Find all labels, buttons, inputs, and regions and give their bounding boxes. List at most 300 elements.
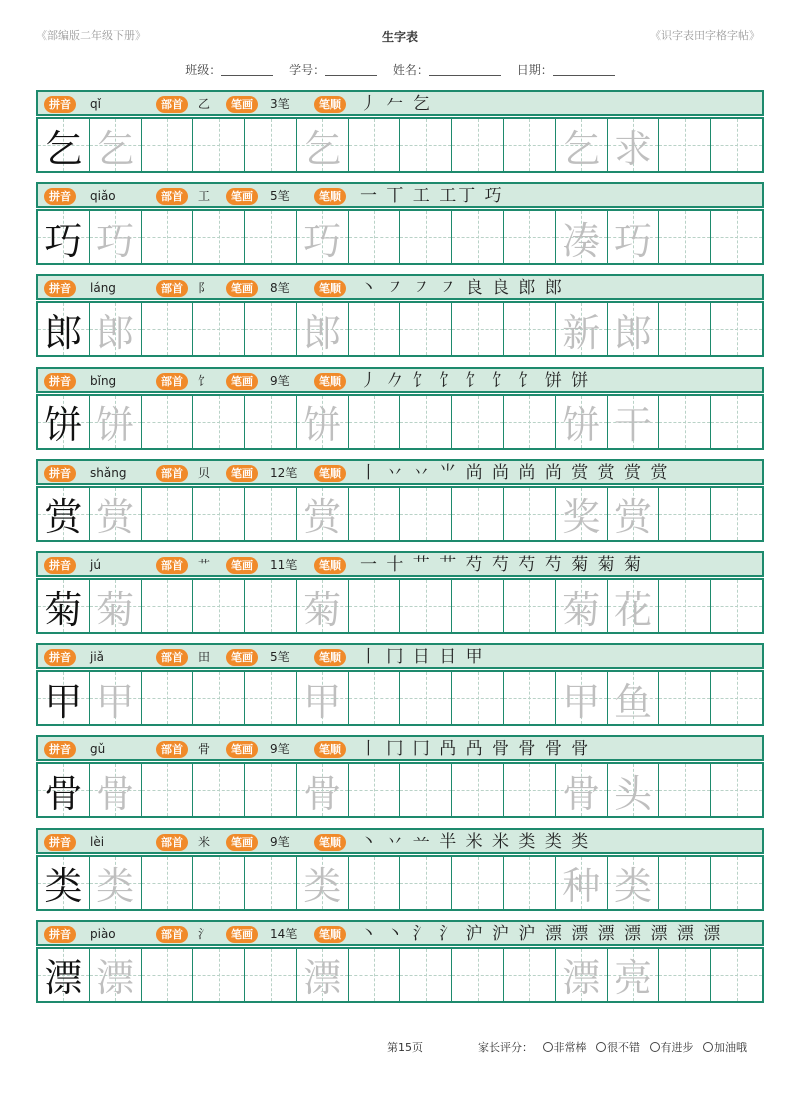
entry-info-bar — [36, 367, 764, 393]
character-entry — [36, 90, 764, 174]
practice-cell[interactable] — [142, 488, 194, 540]
practice-cell[interactable] — [193, 857, 245, 909]
practice-cell[interactable] — [504, 488, 556, 540]
practice-cell[interactable] — [400, 949, 452, 1001]
practice-cell[interactable] — [245, 211, 297, 263]
practice-cell[interactable] — [349, 857, 401, 909]
practice-cell[interactable] — [711, 303, 762, 355]
practice-cell[interactable] — [38, 949, 90, 1001]
practice-cell[interactable] — [556, 303, 608, 355]
practice-cell[interactable] — [711, 580, 762, 632]
practice-cell[interactable] — [711, 488, 762, 540]
stroke-order-sequence: 丨 冂 冂 冎 冎 骨 骨 骨 骨 — [360, 739, 591, 760]
stroke-order-tag: 笔顺 — [314, 649, 346, 666]
character-entry — [36, 643, 764, 727]
stroke-order-tag: 笔顺 — [314, 280, 346, 297]
practice-cell[interactable] — [504, 119, 556, 171]
pinyin-value: láng — [90, 281, 116, 296]
entry-info-bar — [36, 551, 764, 577]
practice-cell[interactable] — [608, 764, 660, 816]
entry-info-bar — [36, 459, 764, 485]
character-entry — [36, 551, 764, 635]
practice-cell[interactable] — [193, 211, 245, 263]
stroke-count-value: 9笔 — [270, 834, 290, 849]
practice-cell[interactable] — [608, 488, 660, 540]
pinyin-tag: 拼音 — [44, 741, 76, 758]
practice-cell[interactable] — [193, 672, 245, 724]
trace-word-char-2: 赏 — [613, 495, 652, 540]
practice-cell[interactable] — [556, 119, 608, 171]
practice-cell[interactable] — [711, 857, 762, 909]
practice-cell[interactable] — [452, 580, 504, 632]
model-character: 巧 — [44, 218, 83, 263]
practice-cell[interactable] — [504, 949, 556, 1001]
stroke-count-value: 3笔 — [270, 97, 290, 111]
practice-cell[interactable] — [452, 764, 504, 816]
stroke-count-value: 11笔 — [270, 558, 298, 572]
name-label: 姓名： — [392, 63, 429, 77]
trace-character: 类 — [96, 864, 135, 909]
trace-character: 菊 — [96, 587, 135, 632]
radical-value: 阝 — [198, 281, 211, 296]
stroke-count-tag: 笔画 — [226, 649, 258, 666]
character-entry — [36, 274, 764, 358]
stroke-order-tag: 笔顺 — [314, 188, 346, 205]
stroke-order-tag: 笔顺 — [314, 926, 346, 943]
practice-cell[interactable] — [142, 119, 194, 171]
entry-info-bar — [36, 182, 764, 208]
practice-cell[interactable] — [38, 396, 90, 448]
practice-cell[interactable] — [38, 580, 90, 632]
practice-cell[interactable] — [400, 488, 452, 540]
model-character: 赏 — [44, 495, 83, 540]
trace-word-char-1: 新 — [562, 310, 601, 355]
practice-cell[interactable] — [711, 764, 762, 816]
trace-character: 骨 — [303, 771, 342, 816]
practice-cell[interactable] — [142, 672, 194, 724]
pinyin-value: bǐng — [90, 373, 117, 388]
radio-circle-icon — [703, 1042, 713, 1052]
practice-cell[interactable] — [349, 488, 401, 540]
stroke-count-value: 14笔 — [270, 926, 298, 941]
practice-cell[interactable] — [349, 211, 401, 263]
model-character: 骨 — [44, 771, 83, 816]
stroke-order-sequence: 丿 𠂊 饣 饣 饣 饣 饣 饼 饼 — [360, 370, 591, 391]
radical-tag: 部首 — [156, 741, 188, 758]
entry-info-bar — [36, 920, 764, 946]
model-character: 饼 — [44, 403, 83, 448]
trace-character: 饼 — [96, 403, 135, 448]
practice-cell[interactable] — [349, 949, 401, 1001]
number-label: 学号： — [289, 63, 326, 77]
trace-word-char-2: 头 — [613, 771, 652, 816]
character-entry — [36, 828, 764, 912]
practice-cell[interactable] — [297, 396, 349, 448]
practice-cell[interactable] — [400, 119, 452, 171]
practice-cell[interactable] — [245, 580, 297, 632]
model-character: 郎 — [44, 310, 83, 355]
practice-cell[interactable] — [452, 211, 504, 263]
practice-cell[interactable] — [245, 672, 297, 724]
practice-cell[interactable] — [452, 857, 504, 909]
trace-character: 巧 — [96, 218, 135, 263]
practice-cell[interactable] — [659, 949, 711, 1001]
trace-word-char-1: 乞 — [562, 126, 601, 171]
stroke-count-tag: 笔画 — [226, 188, 258, 205]
practice-cell[interactable] — [297, 672, 349, 724]
tianzige-grid — [36, 578, 764, 634]
practice-cell[interactable] — [711, 119, 762, 171]
practice-cell[interactable] — [297, 119, 349, 171]
practice-cell[interactable] — [659, 580, 711, 632]
radical-tag: 部首 — [156, 465, 188, 482]
practice-cell[interactable] — [400, 396, 452, 448]
pinyin-value: piào — [90, 926, 116, 941]
pinyin-value: lèi — [90, 834, 105, 849]
practice-cell[interactable] — [245, 857, 297, 909]
radical-value: 氵 — [198, 926, 211, 941]
practice-cell[interactable] — [608, 857, 660, 909]
practice-cell[interactable] — [90, 119, 142, 171]
practice-cell[interactable] — [349, 303, 401, 355]
stroke-count-tag: 笔画 — [226, 373, 258, 390]
practice-cell[interactable] — [90, 857, 142, 909]
pinyin-value: qǐ — [90, 97, 101, 111]
trace-character: 甲 — [303, 679, 342, 724]
practice-cell[interactable] — [659, 764, 711, 816]
practice-cell[interactable] — [452, 303, 504, 355]
name-field[interactable] — [393, 61, 501, 78]
trace-character: 骨 — [96, 771, 135, 816]
practice-cell[interactable] — [608, 949, 660, 1001]
radical-tag: 部首 — [156, 96, 188, 113]
trace-character: 类 — [303, 864, 342, 909]
practice-cell[interactable] — [90, 396, 142, 448]
practice-cell[interactable] — [245, 764, 297, 816]
practice-cell[interactable] — [193, 119, 245, 171]
practice-cell[interactable] — [142, 949, 194, 1001]
trace-word-char-2: 郎 — [613, 310, 652, 355]
trace-character: 巧 — [303, 218, 342, 263]
stroke-order-sequence: 一 丅 工 工丁 巧 — [360, 186, 504, 207]
practice-cell[interactable] — [556, 488, 608, 540]
radical-tag: 部首 — [156, 373, 188, 390]
trace-word-char-2: 亮 — [613, 956, 652, 1001]
practice-cell[interactable] — [452, 119, 504, 171]
practice-cell[interactable] — [556, 672, 608, 724]
practice-cell[interactable] — [504, 857, 556, 909]
header-left: 《部编版二年级下册》 — [36, 29, 146, 42]
practice-cell[interactable] — [90, 303, 142, 355]
pinyin-value: jú — [90, 558, 101, 572]
trace-word-char-1: 饼 — [562, 403, 601, 448]
practice-cell[interactable] — [297, 488, 349, 540]
trace-character: 甲 — [96, 679, 135, 724]
radio-circle-icon — [650, 1042, 660, 1052]
tianzige-grid — [36, 117, 764, 173]
practice-cell[interactable] — [142, 857, 194, 909]
trace-character: 赏 — [96, 495, 135, 540]
tianzige-grid — [36, 394, 764, 450]
trace-word-char-1: 菊 — [562, 587, 601, 632]
practice-cell[interactable] — [142, 396, 194, 448]
practice-cell[interactable] — [90, 764, 142, 816]
practice-cell[interactable] — [608, 672, 660, 724]
practice-cell[interactable] — [90, 949, 142, 1001]
practice-cell[interactable] — [297, 303, 349, 355]
practice-cell[interactable] — [349, 396, 401, 448]
practice-cell[interactable] — [90, 580, 142, 632]
pinyin-tag: 拼音 — [44, 465, 76, 482]
practice-cell[interactable] — [400, 303, 452, 355]
practice-cell[interactable] — [659, 857, 711, 909]
rating-label: 家长评分： — [478, 1041, 533, 1054]
practice-cell[interactable] — [608, 396, 660, 448]
student-info-line — [0, 61, 800, 78]
practice-cell[interactable] — [245, 396, 297, 448]
trace-character: 赏 — [303, 495, 342, 540]
rating-option-good[interactable]: 很不错 — [596, 1041, 640, 1054]
tianzige-grid — [36, 209, 764, 265]
pinyin-tag: 拼音 — [44, 188, 76, 205]
stroke-order-sequence: 丶 ㇇ ㇇ ㇇ 良 良 郎 郎 — [360, 278, 564, 299]
practice-cell[interactable] — [142, 303, 194, 355]
practice-cell[interactable] — [193, 303, 245, 355]
practice-cell[interactable] — [556, 949, 608, 1001]
practice-cell[interactable] — [38, 672, 90, 724]
practice-cell[interactable] — [245, 949, 297, 1001]
practice-cell[interactable] — [452, 396, 504, 448]
tianzige-grid — [36, 486, 764, 542]
stroke-count-tag: 笔画 — [226, 926, 258, 943]
practice-cell[interactable] — [38, 764, 90, 816]
pinyin-tag: 拼音 — [44, 280, 76, 297]
practice-cell[interactable] — [245, 119, 297, 171]
radical-tag: 部首 — [156, 188, 188, 205]
practice-cell[interactable] — [297, 764, 349, 816]
practice-cell[interactable] — [297, 857, 349, 909]
practice-cell[interactable] — [90, 488, 142, 540]
radical-tag: 部首 — [156, 280, 188, 297]
practice-cell[interactable] — [90, 672, 142, 724]
practice-cell[interactable] — [297, 949, 349, 1001]
practice-cell[interactable] — [245, 303, 297, 355]
trace-word-char-1: 奖 — [562, 495, 601, 540]
radical-value: 骨 — [198, 742, 211, 757]
practice-cell[interactable] — [400, 211, 452, 263]
practice-cell[interactable] — [349, 764, 401, 816]
practice-cell[interactable] — [452, 672, 504, 724]
trace-word-char-2: 类 — [613, 864, 652, 909]
character-entry — [36, 459, 764, 543]
practice-cell[interactable] — [90, 211, 142, 263]
date-field[interactable] — [517, 61, 615, 78]
practice-cell[interactable] — [504, 211, 556, 263]
trace-character: 乞 — [303, 126, 342, 171]
practice-cell[interactable] — [556, 857, 608, 909]
trace-word-char-1: 骨 — [562, 771, 601, 816]
stroke-order-sequence: 丶 丶 氵 氵 沪 沪 沪 漂 漂 漂 漂 漂 漂 漂 — [360, 923, 723, 944]
practice-cell[interactable] — [349, 119, 401, 171]
practice-cell[interactable] — [38, 211, 90, 263]
practice-cell[interactable] — [711, 949, 762, 1001]
practice-cell[interactable] — [38, 119, 90, 171]
stroke-order-tag: 笔顺 — [314, 465, 346, 482]
trace-word-char-2: 鱼 — [613, 679, 652, 724]
trace-word-char-2: 花 — [613, 587, 652, 632]
radical-value: 米 — [198, 834, 211, 849]
stroke-count-tag: 笔画 — [226, 280, 258, 297]
practice-cell[interactable] — [659, 119, 711, 171]
rating-option-excellent[interactable]: 非常棒 — [543, 1041, 587, 1054]
stroke-order-sequence: 丿 𠂉 乞 — [360, 94, 432, 114]
radical-tag: 部首 — [156, 557, 188, 574]
stroke-order-sequence: 丨 冂 日 日 甲 — [360, 647, 485, 668]
practice-cell[interactable] — [659, 396, 711, 448]
practice-cell[interactable] — [38, 488, 90, 540]
practice-cell[interactable] — [142, 211, 194, 263]
practice-cell[interactable] — [504, 672, 556, 724]
radical-tag: 部首 — [156, 834, 188, 851]
date-label: 日期： — [516, 63, 553, 77]
practice-cell[interactable] — [608, 303, 660, 355]
header-right: 《识字表田字格字帖》 — [650, 29, 760, 42]
trace-character: 菊 — [303, 587, 342, 632]
practice-cell[interactable] — [400, 580, 452, 632]
stroke-count-value: 5笔 — [270, 189, 290, 204]
rating-option-keep-going[interactable]: 加油哦 — [703, 1041, 747, 1054]
character-entry — [36, 920, 764, 1004]
pinyin-tag: 拼音 — [44, 834, 76, 851]
stroke-count-tag: 笔画 — [226, 465, 258, 482]
trace-character: 漂 — [303, 956, 342, 1001]
stroke-count-tag: 笔画 — [226, 557, 258, 574]
stroke-order-tag: 笔顺 — [314, 96, 346, 113]
character-entry — [36, 367, 764, 451]
practice-cell[interactable] — [297, 211, 349, 263]
stroke-count-value: 12笔 — [270, 465, 298, 480]
practice-cell[interactable] — [504, 303, 556, 355]
stroke-order-tag: 笔顺 — [314, 373, 346, 390]
entry-info-bar — [36, 828, 764, 854]
tianzige-grid — [36, 301, 764, 357]
practice-cell[interactable] — [608, 580, 660, 632]
practice-cell[interactable] — [193, 764, 245, 816]
entry-info-bar — [36, 735, 764, 761]
practice-cell[interactable] — [349, 580, 401, 632]
tianzige-grid — [36, 762, 764, 818]
practice-cell[interactable] — [504, 764, 556, 816]
stroke-count-value: 9笔 — [270, 373, 290, 388]
practice-cell[interactable] — [504, 396, 556, 448]
practice-cell[interactable] — [711, 211, 762, 263]
trace-word-char-2: 巧 — [613, 218, 652, 263]
practice-cell[interactable] — [659, 488, 711, 540]
practice-cell[interactable] — [38, 303, 90, 355]
character-entry — [36, 182, 764, 266]
practice-cell[interactable] — [556, 396, 608, 448]
stroke-count-value: 5笔 — [270, 650, 290, 665]
practice-cell[interactable] — [193, 488, 245, 540]
practice-cell[interactable] — [297, 580, 349, 632]
pinyin-value: shǎng — [90, 465, 127, 480]
practice-cell[interactable] — [38, 857, 90, 909]
stroke-order-sequence: 丨 丷 丷 ⺌ 尚 尚 尚 尚 赏 赏 赏 赏 — [360, 462, 670, 483]
stroke-order-tag: 笔顺 — [314, 741, 346, 758]
parent-rating — [478, 1039, 747, 1055]
radical-value: 田 — [198, 650, 211, 665]
model-character: 甲 — [44, 679, 83, 724]
practice-cell[interactable] — [608, 211, 660, 263]
model-character: 菊 — [44, 587, 83, 632]
practice-cell[interactable] — [142, 580, 194, 632]
page-number: 第15页 — [387, 1041, 423, 1054]
trace-character: 乞 — [96, 126, 135, 171]
trace-word-char-1: 凑 — [562, 218, 601, 263]
trace-character: 饼 — [303, 403, 342, 448]
practice-cell[interactable] — [193, 949, 245, 1001]
practice-cell[interactable] — [711, 672, 762, 724]
pinyin-value: jiǎ — [90, 650, 105, 665]
radical-value: 贝 — [198, 465, 211, 480]
entry-info-bar — [36, 274, 764, 300]
practice-cell[interactable] — [349, 672, 401, 724]
radio-circle-icon — [596, 1042, 606, 1052]
practice-cell[interactable] — [556, 580, 608, 632]
stroke-count-value: 8笔 — [270, 281, 290, 296]
stroke-order-tag: 笔顺 — [314, 834, 346, 851]
rating-option-progress[interactable]: 有进步 — [650, 1041, 694, 1054]
practice-cell[interactable] — [556, 211, 608, 263]
radical-value: 工 — [198, 189, 211, 204]
practice-cell[interactable] — [711, 396, 762, 448]
practice-cell[interactable] — [659, 672, 711, 724]
stroke-count-tag: 笔画 — [226, 96, 258, 113]
number-field[interactable] — [289, 61, 377, 78]
class-field[interactable] — [185, 61, 273, 78]
radical-value: 乙 — [198, 97, 211, 111]
stroke-count-tag: 笔画 — [226, 741, 258, 758]
entry-info-bar — [36, 90, 764, 116]
practice-cell[interactable] — [142, 764, 194, 816]
practice-cell[interactable] — [504, 580, 556, 632]
model-character: 类 — [44, 864, 83, 909]
practice-cell[interactable] — [193, 580, 245, 632]
practice-cell[interactable] — [400, 764, 452, 816]
class-label: 班级： — [185, 63, 222, 77]
trace-word-char-2: 求 — [613, 126, 652, 171]
practice-cell[interactable] — [400, 857, 452, 909]
practice-cell[interactable] — [245, 488, 297, 540]
practice-cell[interactable] — [659, 303, 711, 355]
practice-cell[interactable] — [400, 672, 452, 724]
trace-word-char-2: 干 — [613, 403, 652, 448]
practice-cell[interactable] — [659, 211, 711, 263]
pinyin-tag: 拼音 — [44, 96, 76, 113]
trace-character: 郎 — [96, 310, 135, 355]
practice-cell[interactable] — [193, 396, 245, 448]
practice-cell[interactable] — [452, 488, 504, 540]
practice-cell[interactable] — [608, 119, 660, 171]
pinyin-tag: 拼音 — [44, 557, 76, 574]
trace-character: 郎 — [303, 310, 342, 355]
practice-cell[interactable] — [556, 764, 608, 816]
practice-cell[interactable] — [452, 949, 504, 1001]
pinyin-value: qiǎo — [90, 189, 116, 204]
stroke-order-tag: 笔顺 — [314, 557, 346, 574]
radical-value: 艹 — [198, 558, 211, 572]
tianzige-grid — [36, 670, 764, 726]
